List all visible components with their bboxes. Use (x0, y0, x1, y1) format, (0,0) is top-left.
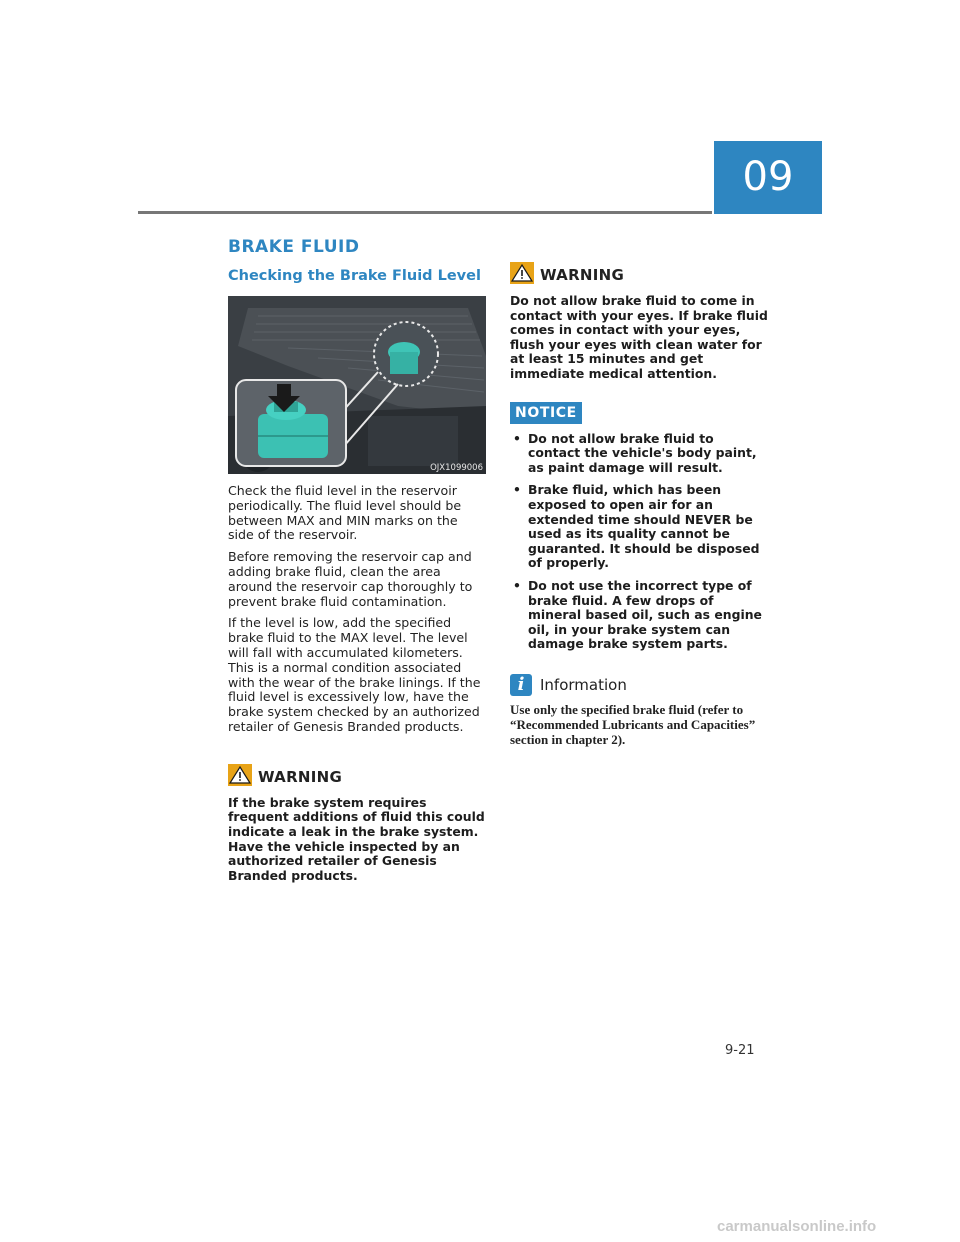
right-column (510, 262, 768, 747)
warning-triangle-icon (228, 764, 252, 790)
information-label: Information (540, 675, 627, 694)
notice-list (510, 432, 768, 652)
chapter-tab (714, 141, 822, 214)
right-warning-text: Do not allow brake fluid to come in contact with your eyes. If brake fluid comes in contact with your eyes, flush your eyes with clean water for at least 15 minutes and get immediate medical attention. (510, 293, 768, 381)
paragraph-2: Before removing the reservoir cap and adding brake fluid, clean the area around the reservoir cap thoroughly to prevent brake fluid contamination. (228, 549, 473, 609)
left-column (228, 236, 486, 883)
left-warning-text: If the brake system requires frequent additions of fluid this could indicate a leak in the brake system. Have the vehicle inspected by an authorized retailer of Genesis Branded products. (228, 794, 485, 883)
notice-item: • Do not use the incorrect type of brake fluid. A few drops of mineral based oil, such as engine oil, in your brake system can damage brake system parts. (513, 577, 762, 652)
brake-reservoir-figure (228, 296, 486, 474)
paragraph-3: If the level is low, add the specified brake fluid to the MAX level. The level will fall with accumulated kilometers. This is a normal condition associated with the wear of the brake linings. If the fluid level is excessively low, have the brake system checked by an authorized retailer of Genesis Branded products. (228, 615, 481, 734)
header-rule (138, 211, 712, 214)
information-icon: i (510, 674, 532, 696)
warning-label: WARNING (540, 266, 625, 284)
notice-badge: NOTICE (510, 402, 582, 424)
information-text: Use only the specified brake fluid (refer to “Recommended Lubricants and Capacities” section in chapter 2). (510, 701, 756, 747)
subsection-title: Checking the Brake Fluid Level (228, 268, 481, 284)
warning-label: WARNING (258, 767, 343, 786)
page-number: 9-21 (725, 1043, 755, 1058)
warning-triangle-icon (510, 262, 534, 288)
notice-item: • Do not allow brake fluid to contact the vehicle's body paint, as paint damage will result. (513, 430, 757, 475)
watermark: carmanualsonline.info (717, 1218, 877, 1235)
chapter-number: 09 (742, 154, 794, 200)
right-warning-header (510, 262, 768, 288)
notice-item: • Brake fluid, which has been exposed to open air for an extended time should NEVER be used as its quality cannot be guaranted. It should be disposed of properly. (513, 482, 760, 571)
left-warning-header (228, 764, 486, 790)
engine-bay-illustration (228, 296, 486, 474)
section-title: BRAKE FLUID (228, 237, 360, 257)
information-header (510, 674, 768, 696)
paragraph-1: Check the fluid level in the reservoir periodically. The fluid level should be between MAX and MIN marks on the side of the reservoir. (228, 483, 462, 543)
figure-code: OJX1099006 (430, 463, 483, 473)
